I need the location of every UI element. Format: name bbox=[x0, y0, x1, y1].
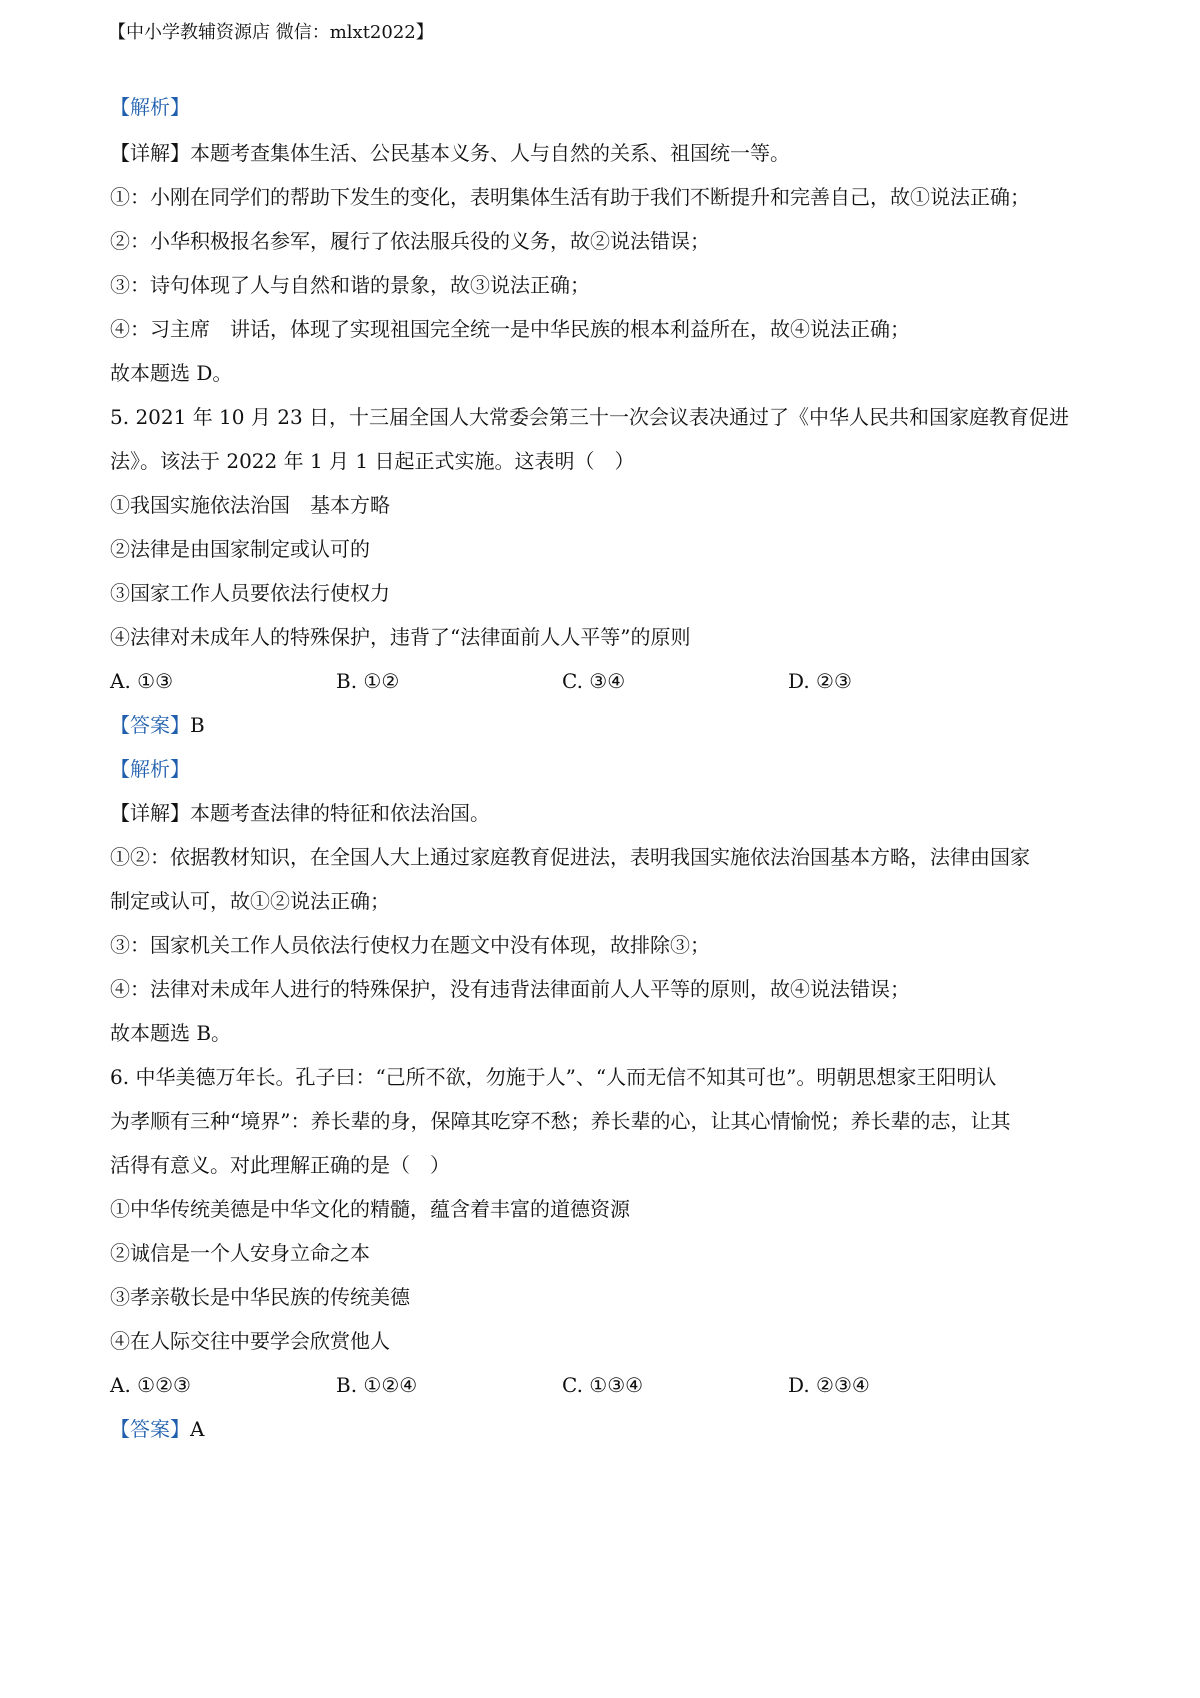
text-line: 6. 中华美德万年长。孔子曰：“己所不欲，勿施于人”、“人而无信不知其可也”。明朝思想家王阳明认 bbox=[110, 1065, 997, 1089]
answer-option: A. ①③ bbox=[110, 669, 174, 693]
text-line: ②：小华积极报名参军，履行了依法服兵役的义务，故②说法错误； bbox=[110, 229, 710, 253]
section-tag: 【解析】 bbox=[110, 95, 190, 119]
text-line: 5. 2021 年 10 月 23 日，十三届全国人大常委会第三十一次会议表决通过了《中华人民共和国家庭教育促进 bbox=[110, 405, 1070, 429]
text-line: ④：法律对未成年人进行的特殊保护，没有违背法律面前人人平等的原则，故④说法错误； bbox=[110, 977, 910, 1001]
answer-option: C. ③④ bbox=[562, 669, 626, 693]
text-line: ①②：依据教材知识，在全国人大上通过家庭教育促进法，表明我国实施依法治国基本方略，法律由国家 bbox=[110, 845, 1030, 869]
text-line: 【详解】本题考查法律的特征和依法治国。 bbox=[110, 801, 490, 825]
text-line: 故本题选 B。 bbox=[110, 1021, 232, 1045]
answer-line bbox=[110, 712, 205, 738]
text-line: ①我国实施依法治国 基本方略 bbox=[110, 493, 390, 517]
answer-option: A. ①②③ bbox=[110, 1373, 191, 1397]
text-line: ①：小刚在同学们的帮助下发生的变化，表明集体生活有助于我们不断提升和完善自己，故①说法正确； bbox=[110, 185, 1030, 209]
text-line: 故本题选 D。 bbox=[110, 361, 233, 385]
section-tag: 【解析】 bbox=[110, 757, 190, 781]
answer-tag: 【答案】 bbox=[110, 1417, 190, 1441]
answer-option: D. ②③④ bbox=[788, 1373, 870, 1397]
text-line: ③：诗句体现了人与自然和谐的景象，故③说法正确； bbox=[110, 273, 590, 297]
text-line: ①中华传统美德是中华文化的精髓，蕴含着丰富的道德资源 bbox=[110, 1197, 630, 1221]
answer-value: A bbox=[190, 1417, 205, 1441]
text-line: 法》。该法于 2022 年 1 月 1 日起正式实施。这表明（ ） bbox=[110, 449, 635, 473]
text-line: ③孝亲敬长是中华民族的传统美德 bbox=[110, 1285, 410, 1309]
text-line: ④：习主席 讲话，体现了实现祖国完全统一是中华民族的根本利益所在，故④说法正确； bbox=[110, 317, 910, 341]
answer-option: B. ①② bbox=[336, 669, 400, 693]
answer-value: B bbox=[190, 713, 205, 737]
text-line: 为孝顺有三种“境界”：养长辈的身，保障其吃穿不愁；养长辈的心，让其心情愉悦；养长辈的志，让其 bbox=[110, 1109, 1011, 1133]
text-line: ②诚信是一个人安身立命之本 bbox=[110, 1241, 370, 1265]
text-line: ③国家工作人员要依法行使权力 bbox=[110, 581, 390, 605]
text-line: 制定或认可，故①②说法正确； bbox=[110, 889, 390, 913]
text-line: 【详解】本题考查集体生活、公民基本义务、人与自然的关系、祖国统一等。 bbox=[110, 141, 790, 165]
text-line: ②法律是由国家制定或认可的 bbox=[110, 537, 370, 561]
watermark-header: 【中小学教辅资源店 微信：mlxt2022】 bbox=[108, 22, 434, 43]
text-line: ③：国家机关工作人员依法行使权力在题文中没有体现，故排除③； bbox=[110, 933, 710, 957]
text-line: 活得有意义。对此理解正确的是（ ） bbox=[110, 1153, 450, 1177]
text-line: ④在人际交往中要学会欣赏他人 bbox=[110, 1329, 390, 1353]
answer-option: B. ①②④ bbox=[336, 1373, 418, 1397]
answer-tag: 【答案】 bbox=[110, 713, 190, 737]
text-line: ④法律对未成年人的特殊保护，违背了“法律面前人人平等”的原则 bbox=[110, 625, 691, 649]
answer-option: C. ①③④ bbox=[562, 1373, 644, 1397]
answer-line bbox=[110, 1416, 204, 1442]
answer-option: D. ②③ bbox=[788, 669, 852, 693]
